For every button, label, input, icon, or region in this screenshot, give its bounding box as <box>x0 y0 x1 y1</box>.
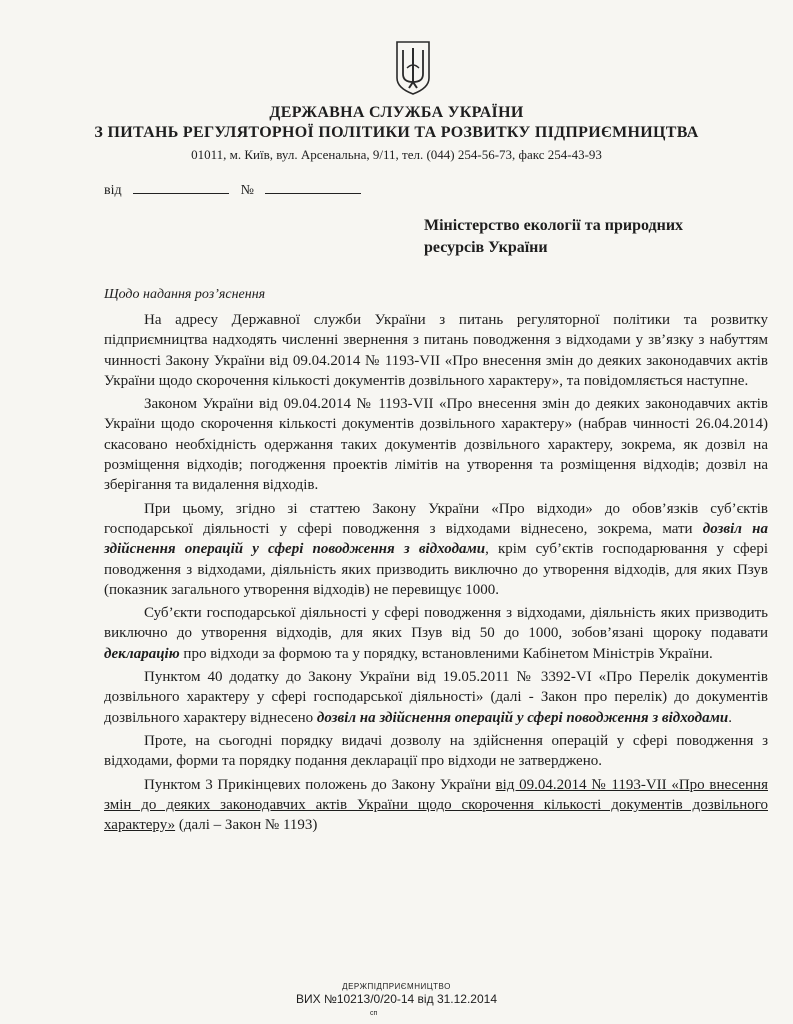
paragraph-5 <box>104 667 768 728</box>
paragraph-3 <box>104 499 768 600</box>
number-label: № <box>240 183 254 198</box>
paragraph-4 <box>104 603 768 664</box>
paragraph-4-text: Суб’єкти господарської діяльності у сфері поводження з відходами, діяльність яких призводить виключно до утворення відходів, для яких Пзув від 50 до 1000, зобов’язані щороку подавати <box>104 605 768 642</box>
paragraph-3-emphasis: дозвіл на здійснення операцій у сфері поводження з відходами <box>104 520 768 558</box>
paragraph-2: Законом України від 09.04.2014 № 1193-VII «Про внесення змін до деяких законодавчих актів України щодо скорочення кількості документів дозвільного характеру» (набрав чинності 26.04.2014) скасовано необхідність одержання таких документів дозвільного характеру, зокрема, як дозвіл на розміщення відходів; погодження проектів лімітів на утворення та розміщення відходів; дозвіл на зберігання та видалення відходів. <box>104 396 768 494</box>
paragraph-4-emphasis: декларацію <box>104 645 180 662</box>
paragraph-5-text: Пунктом 40 додатку до Закону України від 19.05.2011 № 3392-VI «Про Перелік документів дозвільного характеру у сфері господарської діяльності» (далі - Закон про перелік) до документів дозвільного характеру віднесено <box>104 669 768 726</box>
stamp-org: ДЕРЖПІДПРИЄМНИЦТВО <box>342 982 451 991</box>
stamp-number: ВИХ №10213/0/20-14 від 31.12.2014 <box>295 992 497 1006</box>
paragraph-5-tail: . <box>728 709 732 726</box>
subject-line: Щодо надання роз’яснення <box>104 287 266 302</box>
stamp-extra: сп <box>370 1010 378 1017</box>
paragraph-7-tail: (далі – Закон № 1193) <box>175 817 318 834</box>
number-blank <box>265 181 361 194</box>
paragraph-1: На адресу Державної служби України з питань регуляторної політики та розвитку підприємництва надходять численні звернення з питань поводження з відходами у зв’язку з набуттям чинності Закону України від 09.04.2014 № 1193-VII «Про внесення змін до деяких законодавчих актів України щодо скорочення кількості документів дозвільного характеру», та повідомляється наступне. <box>104 312 768 389</box>
reference-line <box>104 181 361 199</box>
paragraph-3-tail: , крім суб’єктів господарювання у сфері поводження з відходами, діяльність яких призводить виключно до утворення відходів, для яких Пзув (показник загального утворення відходів) не перевищує 1000. <box>104 541 768 598</box>
agency-name-line1: ДЕРЖАВНА СЛУЖБА УКРАЇНИ <box>269 104 524 121</box>
trident-emblem-icon <box>393 38 433 96</box>
date-blank <box>133 181 229 194</box>
paragraph-7 <box>104 775 768 836</box>
paragraph-6: Проте, на сьогодні порядку видачі дозволу на здійснення операцій у сфері поводження з відходами, форми та порядку подання декларації про відходи не затверджено. <box>104 732 768 770</box>
paragraph-5-emphasis: дозвіл на здійснення операцій у сфері поводження з відходами <box>316 709 729 726</box>
from-label: від <box>104 183 122 198</box>
agency-address: 01011, м. Київ, вул. Арсенальна, 9/11, тел. (044) 254-56-73, факс 254-43-93 <box>191 147 602 162</box>
recipient-line1: Міністерство екології та природних <box>424 217 684 234</box>
paragraph-4-tail: про відходи за формою та у порядку, встановленими Кабінетом Міністрів України. <box>179 645 713 662</box>
paragraph-3-text: При цьому, згідно зі статтею Закону України «Про відходи» до обов’язків суб’єктів господарської діяльності у сфері поводження з відходами віднесено, зокрема, мати <box>104 500 768 537</box>
letter-body <box>104 310 768 838</box>
paragraph-7-text: Пунктом 3 Прикінцевих положень до Закону України <box>144 776 496 793</box>
recipient-block <box>424 215 764 259</box>
agency-name-line2: З ПИТАНЬ РЕГУЛЯТОРНОЇ ПОЛІТИКИ ТА РОЗВИТКУ ПІДПРИЄМНИЦТВА <box>94 124 699 141</box>
recipient-line2: ресурсів України <box>424 239 548 256</box>
paragraph-7-underlined: від 09.04.2014 № 1193-VII «Про внесення змін до деяких законодавчих актів України щодо скорочення кількості документів дозвільного характеру» <box>104 776 768 834</box>
